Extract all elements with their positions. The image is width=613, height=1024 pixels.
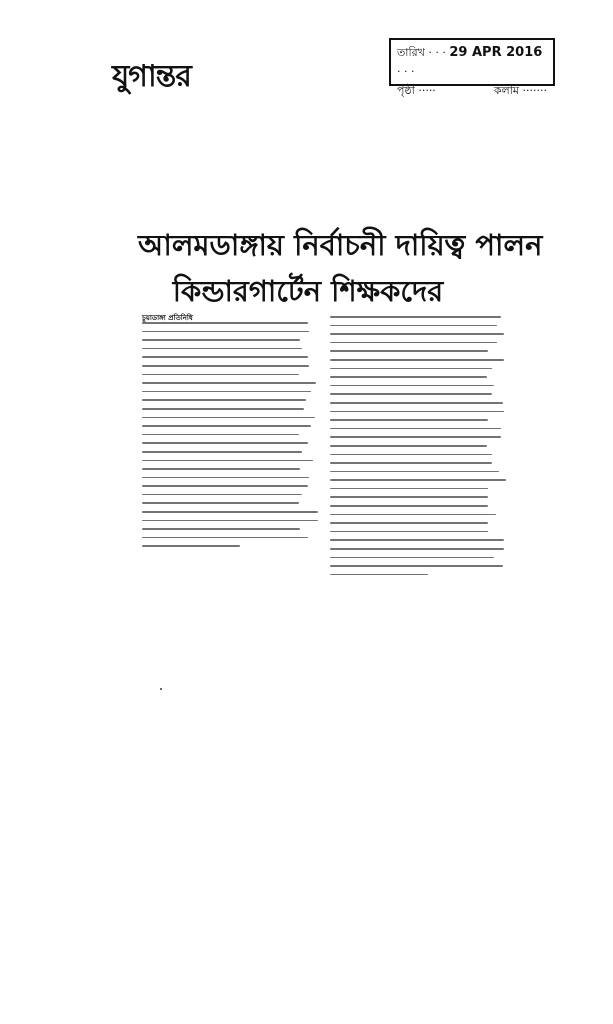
illegible-text-line <box>330 350 488 352</box>
headline-line-1: আলমডাঙ্গায় নির্বাচনী দায়িত্ব পালন <box>138 228 543 262</box>
illegible-text-line <box>142 331 309 333</box>
illegible-text-line <box>330 557 494 559</box>
illegible-text-line <box>142 425 311 427</box>
illegible-text-line <box>330 393 492 395</box>
illegible-text-line <box>142 477 309 479</box>
illegible-text-line <box>142 339 300 341</box>
illegible-text-line <box>142 520 318 522</box>
stamp-date-label: তারিখ <box>397 46 425 59</box>
article-headline <box>138 222 543 314</box>
illegible-text-line <box>142 460 313 462</box>
illegible-text-line <box>330 454 492 456</box>
illegible-text-line <box>142 374 299 376</box>
illegible-text-line <box>330 428 501 430</box>
illegible-text-line <box>330 402 503 404</box>
article-body-column-right <box>330 316 508 584</box>
illegible-text-line <box>142 365 309 367</box>
illegible-text-line <box>142 511 318 513</box>
stamp-date-value: 29 APR 2016 <box>449 45 543 60</box>
illegible-text-line <box>142 322 308 324</box>
illegible-text-line <box>330 514 496 516</box>
illegible-text-line <box>330 471 499 473</box>
illegible-text-line <box>330 505 488 507</box>
article-body-column-left <box>142 322 320 552</box>
illegible-text-line <box>142 485 308 487</box>
illegible-text-line <box>142 494 302 496</box>
illegible-text-line <box>330 385 494 387</box>
illegible-text-line <box>330 325 497 327</box>
illegible-text-line <box>330 376 487 378</box>
illegible-text-line <box>330 368 492 370</box>
illegible-text-line <box>142 382 316 384</box>
illegible-text-line <box>330 342 497 344</box>
illegible-text-line <box>330 359 504 361</box>
illegible-text-line <box>330 496 488 498</box>
illegible-text-line <box>330 574 428 576</box>
illegible-text-line <box>142 399 306 401</box>
headline-line-2: কিন্ডারগার্টেন শিক্ষকদের <box>172 274 444 308</box>
illegible-text-line <box>142 451 302 453</box>
illegible-text-line <box>330 488 488 490</box>
illegible-text-line <box>330 436 501 438</box>
illegible-text-line <box>330 462 492 464</box>
stamp-page-label: পৃষ্ঠা <box>397 84 415 97</box>
illegible-text-line <box>330 565 503 567</box>
article-byline: চুয়াডাঙ্গা প্রতিনিধি <box>142 314 193 322</box>
illegible-text-line <box>142 545 240 547</box>
illegible-text-line <box>142 537 308 539</box>
illegible-text-line <box>330 445 487 447</box>
illegible-text-line <box>330 539 504 541</box>
illegible-text-line <box>142 434 299 436</box>
illegible-text-line <box>330 316 501 318</box>
scan-speck <box>160 688 162 690</box>
illegible-text-line <box>330 419 488 421</box>
illegible-text-line <box>142 391 311 393</box>
illegible-text-line <box>330 531 488 533</box>
clipping-stamp: তারিখ · · · 29 APR 2016 · · · পৃষ্ঠা ····· কলাম ······· <box>389 38 555 86</box>
illegible-text-line <box>142 348 302 350</box>
newspaper-masthead: যুগান্তর <box>112 59 191 94</box>
illegible-text-line <box>142 468 300 470</box>
illegible-text-line <box>330 548 504 550</box>
illegible-text-line <box>330 522 488 524</box>
illegible-text-line <box>330 411 504 413</box>
illegible-text-line <box>142 417 315 419</box>
illegible-text-line <box>142 356 308 358</box>
illegible-text-line <box>142 528 300 530</box>
illegible-text-line <box>142 502 299 504</box>
illegible-text-line <box>142 442 308 444</box>
illegible-text-line <box>330 333 504 335</box>
illegible-text-line <box>142 408 304 410</box>
stamp-column-label: কলাম <box>493 84 520 97</box>
illegible-text-line <box>330 479 506 481</box>
